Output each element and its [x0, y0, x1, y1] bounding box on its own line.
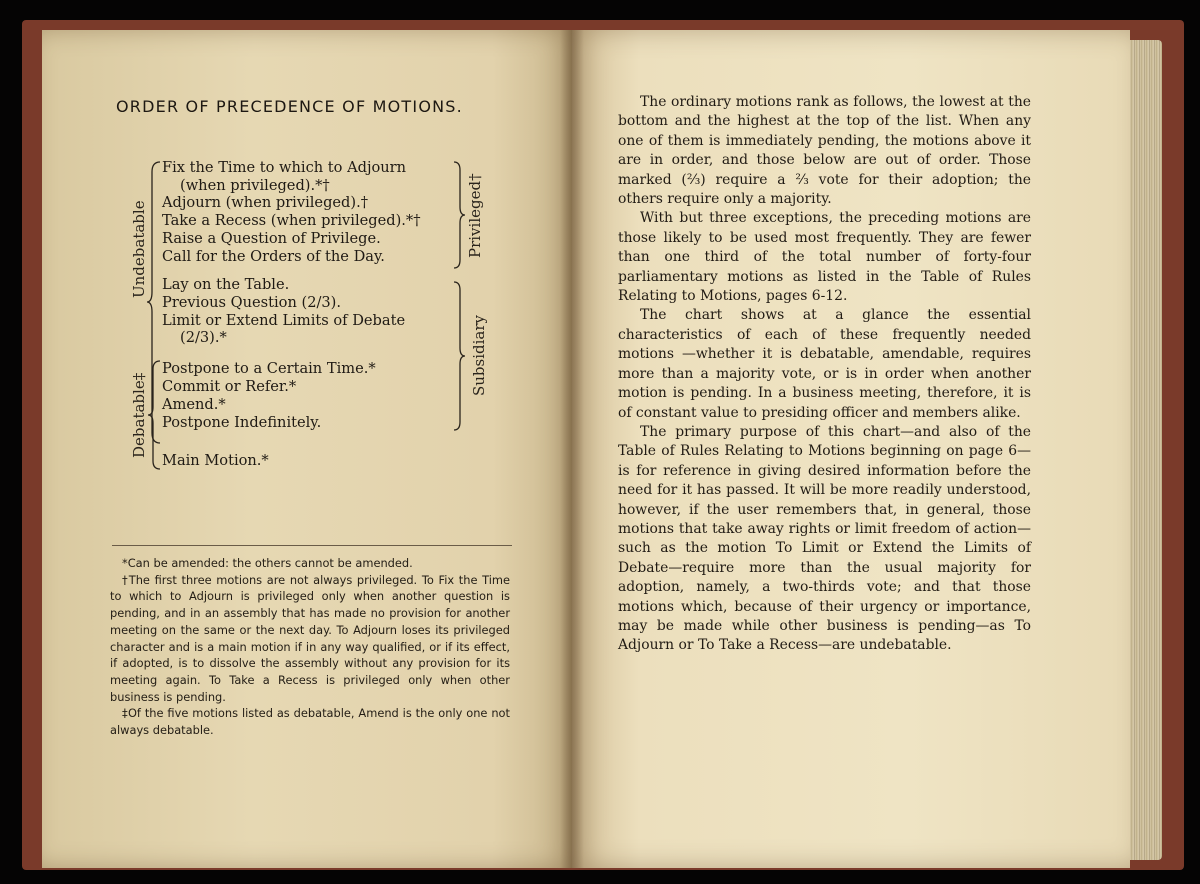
debatable-brace: [146, 359, 162, 471]
motion-adjourn: Adjourn (when privileged).†: [162, 194, 369, 211]
page-title: ORDER OF PRECEDENCE OF MOTIONS.: [116, 97, 463, 116]
undebatable-label: Undebatable: [130, 200, 148, 298]
subsidiary-brace: [452, 280, 466, 432]
subsidiary-label: Subsidiary: [470, 314, 488, 396]
motion-amend: Amend.*: [162, 396, 226, 413]
paragraph-1: The ordinary motions rank as follows, the lowest at the bottom and the highest at the top of the list. When any one of them is immediately pending, the motions above it are in order, and those below are out of order. Those marked (⅔) require a ⅔ vote for their adoption; the others require only a majority.: [618, 94, 1031, 208]
footnote-divider: [112, 545, 512, 546]
motion-recess: Take a Recess (when privileged).*†: [162, 212, 421, 229]
footnote-privileged: †The first three motions are not always privileged. To Fix the Time to which to Adjourn is privileged only when another question is pending, and in an assembly that has made no provision for another meeting on the same or the next day. To Adjourn loses its privileged character and is a main motion if in any way qualified, or if its effect, if adopted, is to dissolve the assembly without any provision for its meeting again. To Take a Recess is privileged only when other business is pending.: [110, 572, 510, 704]
book-gutter: [560, 30, 584, 868]
privileged-label: Privileged†: [466, 173, 484, 258]
footnote-debatable: ‡Of the five motions listed as debatable, Amend is the only one not always debatable.: [110, 706, 510, 738]
left-page: [42, 30, 572, 868]
motion-limit-debate-cont: (2/3).*: [180, 329, 227, 346]
right-page-text: [618, 93, 1031, 656]
paragraph-2: With but three exceptions, the preceding motions are those likely to be used most frequently. They are fewer than one third of the total number of forty-four parliamentary motions as listed in the Table of Rules Relating to Motions, pages 6-12.: [618, 210, 1031, 305]
motion-fix-time-cont: (when privileged).*†: [180, 177, 330, 194]
motion-fix-time: Fix the Time to which to Adjourn: [162, 159, 407, 176]
motion-postpone-indefinitely: Postpone Indefinitely.: [162, 414, 322, 431]
paragraph-3: The chart shows at a glance the essential characteristics of each of these frequently needed motions —whether it is debatable, amendable, requires more than a majority vote, or is in order when another motion is pending. In a business meeting, therefore, it is of constant value to presiding officer and members alike.: [618, 307, 1031, 421]
motion-limit-debate: Limit or Extend Limits of Debate: [162, 312, 406, 329]
page-edges: [1130, 40, 1162, 860]
motion-commit: Commit or Refer.*: [162, 378, 297, 395]
paragraph-4: The primary purpose of this chart—and also of the Table of Rules Relating to Motions beginning on page 6—is for reference in giving desired information before the need for it has passed. It will be more readily understood, however, if the user remembers that, in general, those motions that take away rights or limit freedom of action—such as the motion To Limit or Extend the Limits of Debate—require more than the usual majority for adoption, namely, a two-thirds vote; and that those motions which, because of their urgency or importance, may be made while other business is pending—as To Adjourn or To Take a Recess—are undebatable.: [618, 423, 1031, 654]
debatable-label: Debatable‡: [130, 372, 148, 458]
motion-orders-of-day: Call for the Orders of the Day.: [162, 248, 385, 265]
motion-lay-on-table: Lay on the Table.: [162, 276, 290, 293]
motion-postpone-certain: Postpone to a Certain Time.*: [162, 360, 376, 377]
footnote-amendable: *Can be amended: the others cannot be amended.: [122, 556, 413, 570]
motion-privilege: Raise a Question of Privilege.: [162, 230, 381, 247]
privileged-brace: [452, 160, 466, 270]
motion-previous-question: Previous Question (2/3).: [162, 294, 342, 311]
footnotes: [110, 555, 510, 739]
motion-main: Main Motion.*: [162, 452, 269, 469]
